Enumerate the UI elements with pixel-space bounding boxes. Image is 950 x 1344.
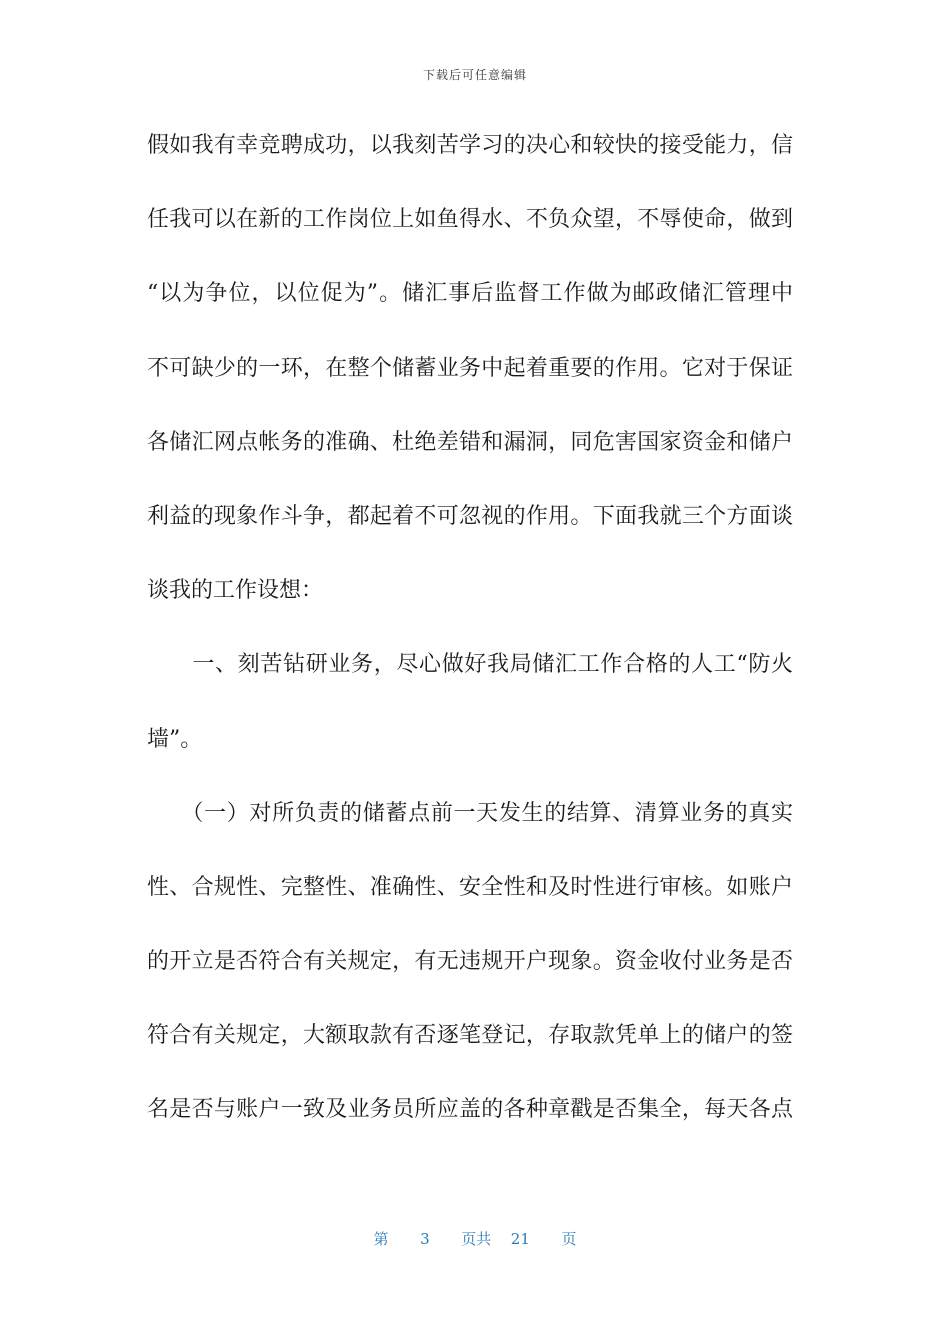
body-line: 的开立是否符合有关规定，有无违规开户现象。资金收付业务是否 <box>147 949 793 975</box>
body-line: 任我可以在新的工作岗位上如鱼得水、不负众望，不辱使命，做到 <box>147 207 793 233</box>
body-line: “以为争位，以位促为”。储汇事后监督工作做为邮政储汇管理中 <box>147 281 793 307</box>
document-body <box>147 126 793 1165</box>
page-suffix: 页 <box>561 1230 577 1248</box>
total-pages: 21 <box>510 1230 530 1248</box>
body-line: 各储汇网点帐务的准确、杜绝差错和漏洞，同危害国家资金和储户 <box>147 429 793 455</box>
body-line: 墙”。 <box>147 726 203 752</box>
page-prefix: 第 <box>373 1230 389 1248</box>
body-line: 不可缺少的一环，在整个储蓄业务中起着重要的作用。它对于保证 <box>147 355 793 381</box>
page-footer <box>0 1228 950 1249</box>
body-line: （一）对所负责的储蓄点前一天发生的结算、清算业务的真实 <box>147 800 793 826</box>
body-line: 符合有关规定，大额取款有否逐笔登记，存取款凭单上的储户的签 <box>147 1023 793 1049</box>
body-line: 性、合规性、完整性、准确性、安全性和及时性进行审核。如账户 <box>147 874 793 900</box>
body-line: 一、刻苦钻研业务，尽心做好我局储汇工作合格的人工“防火 <box>147 652 793 678</box>
page-number: 3 <box>420 1230 430 1248</box>
page-middle: 页共 <box>461 1230 492 1248</box>
header-note: 下载后可任意编辑 <box>422 68 527 82</box>
body-line: 名是否与账户一致及业务员所应盖的各种章戳是否集全，每天各点 <box>147 1097 793 1123</box>
body-line: 谈我的工作设想： <box>147 578 324 604</box>
body-line: 利益的现象作斗争，都起着不可忽视的作用。下面我就三个方面谈 <box>147 503 793 529</box>
body-line: 假如我有幸竞聘成功，以我刻苦学习的决心和较快的接受能力，信 <box>147 133 793 158</box>
